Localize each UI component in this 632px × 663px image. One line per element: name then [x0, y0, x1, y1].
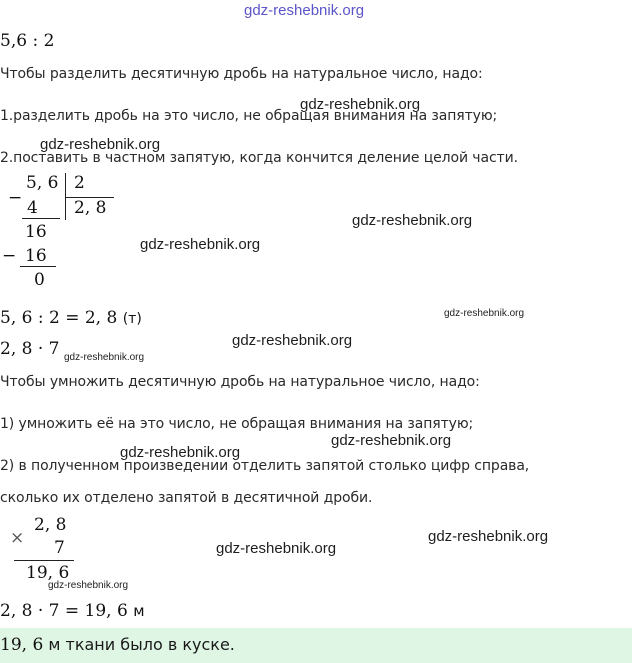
division-remainder-2: 0	[34, 270, 45, 290]
division-rule-step-1: 1.разделить дробь на это число, не обращая внимания на запятую;	[0, 108, 498, 124]
division-divisor: 2	[74, 173, 85, 193]
watermark: gdz-reshebnik.org	[40, 136, 161, 153]
watermark: gdz-reshebnik.org	[232, 332, 353, 349]
multiply-sign: ×	[10, 528, 25, 548]
division-result-math: 5, 6 : 2 = 2, 8	[0, 308, 118, 328]
multiplication-rule-intro: Чтобы умножить десятичную дробь на натуральное число, надо:	[0, 374, 480, 390]
answer-number: 19, 6	[0, 635, 44, 655]
division-quotient: 2, 8	[74, 198, 107, 218]
watermark: gdz-reshebnik.org	[352, 212, 473, 229]
division-result	[0, 308, 142, 328]
multiplication-rule-step-1: 1) умножить её на это число, не обращая внимания на запятую;	[0, 416, 474, 432]
answer-text: м ткани было в куске.	[48, 635, 235, 654]
watermark-top: gdz-reshebnik.org	[244, 2, 365, 19]
division-rule-step-2: 2.поставить в частном запятую, когда кончится деление целой части.	[0, 150, 518, 166]
division-result-unit: (т)	[122, 311, 142, 327]
watermark: gdz-reshebnik.org	[428, 528, 549, 545]
division-subtract-1: 4	[27, 198, 38, 218]
division-dividend: 5, 6	[26, 173, 59, 193]
watermark: gdz-reshebnik.org	[300, 96, 421, 113]
watermark: gdz-reshebnik.org	[140, 236, 261, 253]
division-minus-sign-1: −	[8, 188, 23, 208]
multiplication-expression: 2, 8 · 7	[0, 339, 60, 359]
division-remainder-1: 16	[25, 222, 47, 242]
answer	[0, 635, 235, 655]
division-rule-intro: Чтобы разделить десятичную дробь на натуральное число, надо:	[0, 66, 483, 82]
multiplication-result	[0, 601, 145, 621]
watermark: gdz-reshebnik.org	[444, 308, 525, 319]
answer-bar	[0, 628, 632, 663]
division-expression: 5,6 : 2	[0, 31, 55, 51]
multiplication-rule-step-2: 2) в полученном произведении отделить запятой столько цифр справа,	[0, 458, 530, 474]
multiplication-result-unit: м	[133, 602, 145, 620]
multiplication-rule-step-2-continued: сколько их отделено запятой в десятичной дроби.	[0, 490, 373, 506]
division-minus-sign-2: −	[2, 246, 17, 266]
multiplication-factor-2: 7	[54, 538, 65, 558]
multiplication-result-math: 2, 8 · 7 = 19, 6	[0, 601, 128, 621]
watermark: gdz-reshebnik.org	[120, 444, 241, 461]
watermark: gdz-reshebnik.org	[331, 432, 452, 449]
watermark: gdz-reshebnik.org	[64, 352, 145, 363]
multiplication-line	[0, 555, 90, 565]
multiplication-factor-1: 2, 8	[34, 515, 67, 535]
watermark: gdz-reshebnik.org	[48, 580, 129, 591]
watermark: gdz-reshebnik.org	[216, 540, 337, 557]
division-lines	[0, 170, 130, 280]
multiplication-product: 19, 6	[26, 563, 70, 583]
division-subtract-2: 16	[25, 246, 47, 266]
